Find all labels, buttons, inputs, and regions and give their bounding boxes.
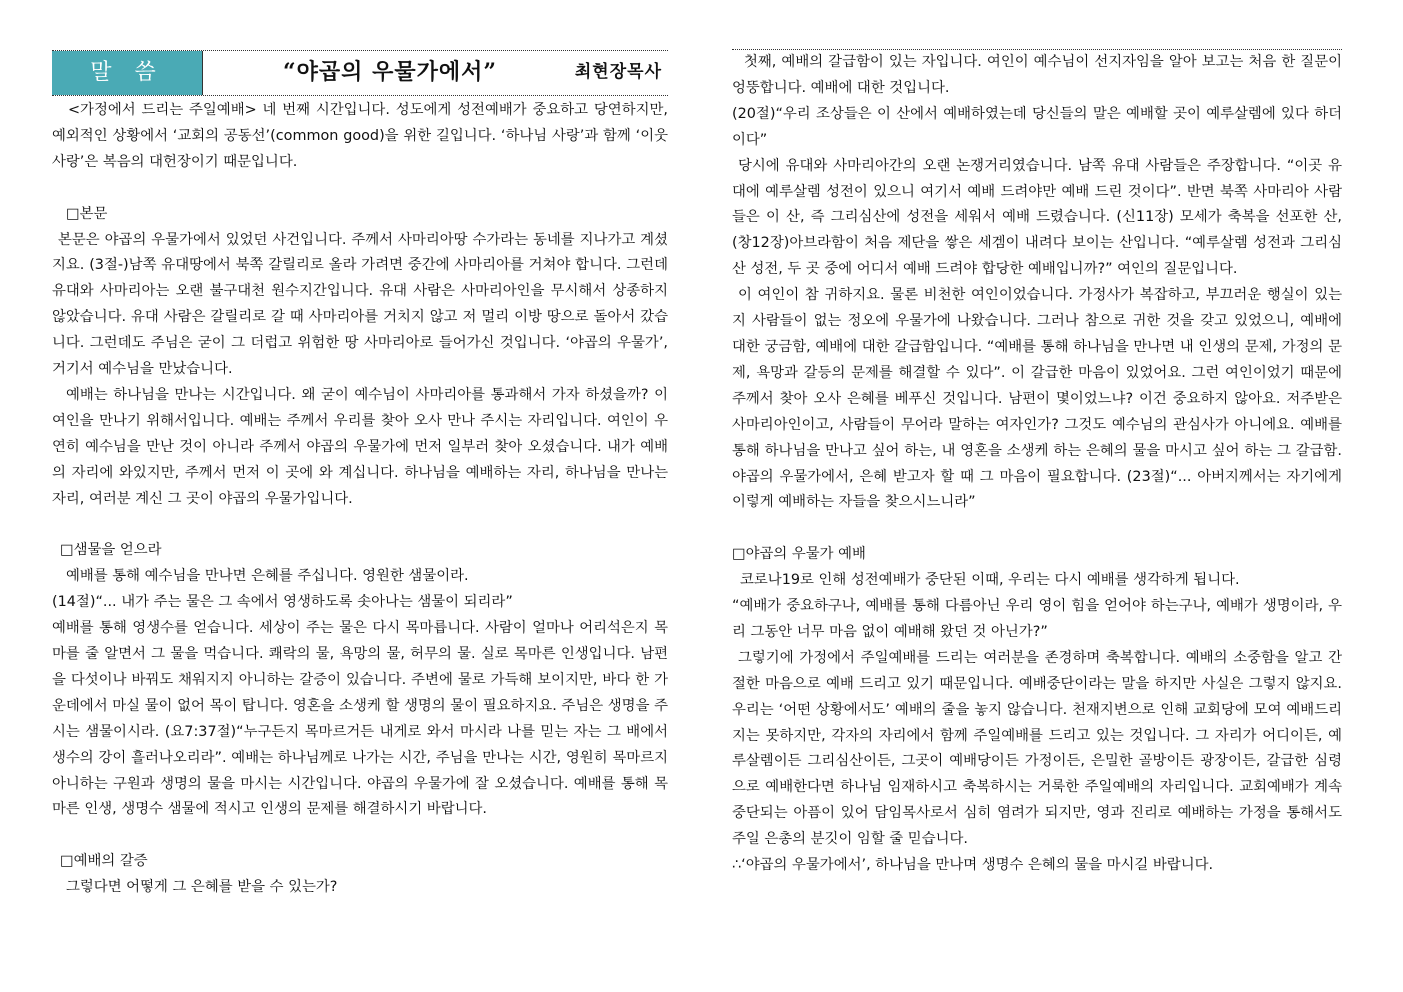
paragraph: 예배를 통해 영생수를 얻습니다. 세상이 주는 물은 다시 목마릅니다. 사람이 얼마나 어리석은지 목마를 줄 알면서 그 물을 먹습니다. 쾌락의 물, 욕망의 물, 허무의 물. 실로 목마른 인생입니다. 남편을 다섯이나 바꿔도 채워지지 아니하는 갈증이 있습니다. 주변에 물로 가득해 보이지만, 바다 한 가운데에서 마실 물이 없어 목이 탑니다. 영혼을 소생케 할 생명의 물이 필요하지요. 주님은 생명을 주시는 샘물이시라. (요7:37절)“누구든지 목마르거든 내게로 와서 마시라 나를 믿는 자는 그 배에서 생수의 강이 흘러나오리라”. 예배는 하나님께로 나가는 시간, 주님을 만나는 시간, 영원히 목마르지 아니하는 구원과 생명의 물을 마시는 시간입니다. 야곱의 우물가에 잘 오셨습니다. 예배를 통해 목마른 인생, 생명수 샘물에 적시고 인생의 문제를 해결하시기 바랍니다. (52, 620, 668, 818)
section-label: 말 씀 (52, 51, 203, 95)
section-heading-thirst: □예배의 갈증 (60, 853, 148, 870)
verse-quote: (20절)“우리 조상들은 이 산에서 예배하였는데 당신들의 말은 예배할 곳이 예루살렘에 있다 하더이다” (732, 105, 1342, 148)
paragraph: 그렇다면 어떻게 그 은혜를 받을 수 있는가? (66, 879, 338, 896)
paragraph: 코로나19로 인해 성전예배가 중단된 이때, 우리는 다시 예배를 생각하게 됩니다. (740, 572, 1240, 589)
preacher-name: 최현장목사 (574, 62, 662, 83)
verse-quote: (14절)“... 내가 주는 물은 그 속에서 영생하도록 솟아나는 샘물이 되리라” (52, 594, 513, 611)
left-column (52, 50, 668, 901)
paragraph: 이 여인이 참 귀하지요. 물론 비천한 여인이었습니다. 가정사가 복잡하고, 부끄러운 행실이 있는지 사람들이 없는 정오에 우물가에 나왔습니다. 그러나 참으로 귀한 것을 갖고 있었으니, 예배에 대한 궁금함, 예배에 대한 갈급함입니다. “예배를 통해 하나님을 만나면 내 인생의 문제, 가정의 문제, 욕망과 갈등의 문제를 해결할 수 있다”. 이 갈급한 마음이 있었어요. 그런 여인이었기 때문에 주께서 찾아 오사 은혜를 베푸신 것입니다. 남편이 몇이었느냐? 이건 중요하지 않아요. 저주받은 사마리아인이고, 사람들이 무어라 말하는 여자인가? 그것도 예수님의 관심사가 아니에요. 예배를 통해 하나님을 만나고 싶어 하는, 내 영혼을 소생케 하는 은혜의 물을 마시고 싶어 하는 그 갈급함. 야곱의 우물가에서, 은혜 받고자 할 때 그 마음이 필요합니다. (23절)“... 아버지께서는 자기에게 이렇게 예배하는 자들을 찾으시느니라” (732, 287, 1342, 511)
paragraph: 그렇기에 가정에서 주일예배를 드리는 여러분을 존경하며 축복합니다. 예배의 소중함을 알고 간절한 마음으로 예배 드리고 있기 때문입니다. 예배중단이라는 말을 하지만 사실은 그렇지 않지요. 우리는 ‘어떤 상황에서도’ 예배의 줄을 놓지 않습니다. 천재지변으로 인해 교회당에 모여 예배드리지는 못하지만, 각자의 자리에서 함께 주일예배를 드리고 있는 것입니다. 그 자리가 어디이든, 예루살렘이든 그리심산이든, 그곳이 예배당이든 가정이든, 은밀한 골방이든 광장이든, 갈급한 심령으로 예배한다면 하나님 임재하시고 축복하시는 거룩한 주일예배의 자리입니다. 교회예배가 계속 중단되는 아픔이 있어 담임목사로서 심히 염려가 되지만, 영과 진리로 예배하는 가정을 통해서도 주일 은총의 분깃이 임할 줄 믿습니다. (732, 649, 1342, 848)
section-heading-text: □본문 (66, 205, 108, 222)
quote-paragraph: “예배가 중요하구나, 예배를 통해 다름아닌 우리 영이 힘을 얻어야 하는구나, 예배가 생명이라, 우리 그동안 너무 마음 없이 예배해 왔던 것 아닌가?” (732, 598, 1342, 640)
right-column (732, 49, 1342, 879)
spacer (732, 516, 1342, 542)
paragraph: 첫째, 예배의 갈급함이 있는 자입니다. 여인이 예수님이 선지자임을 알아 보고는 처음 한 질문이 엉뚱합니다. 예배에 대한 것입니다. (732, 54, 1342, 96)
spacer (52, 176, 668, 202)
paragraph: 본문은 야곱의 우물가에서 있었던 사건입니다. 주께서 사마리아땅 수가라는 동네를 지나가고 계셨지요. (3절-)남쪽 유대땅에서 북쪽 갈릴리로 올라 가려면 중간에 사마리아를 거쳐야 합니다. 그런데 유대와 사마리아는 오랜 불구대천 원수지간입니다. 유대 사람은 사마리아인을 무시해서 상종하지 않았습니다. 유대 사람은 갈릴리로 갈 때 사마리아를 거치지 않고 저 멀리 이방 땅으로 돌아서 갔습니다. 그런데도 주님은 굳이 그 더럽고 위험한 땅 사마리아로 들어가신 것입니다. ‘야곱의 우물가’, 거기서 예수님을 만났습니다. (52, 231, 668, 378)
spacer (52, 823, 668, 849)
intro-paragraph: <가정에서 드리는 주일예배> 네 번째 시간입니다. 성도에게 성전예배가 중요하고 당연하지만, 예외적인 상황에서 ‘교회의 공동선’(common good)을 위한 길입니다. ‘하나님 사랑’과 함께 ‘이웃 사랑’은 복음의 대헌장이기 때문입니다. (52, 102, 668, 170)
paragraph: 당시에 유대와 사마리아간의 오랜 논쟁거리였습니다. 남쪽 유대 사람들은 주장합니다. “이곳 유대에 예루살렘 성전이 있으니 여기서 예배 드려야만 예배 드린 것이다”. 반면 북쪽 사마리아 사람들은 이 산, 즉 그리심산에 성전을 세워서 예배 드렸습니다. (신11장) 모세가 축복을 선포한 산, (창12장)아브라함이 처음 제단을 쌓은 세겜이 내려다 보이는 산입니다. “예루살렘 성전과 그리심산 성전, 두 곳 중에 어디서 예배 드려야 합당한 예배입니까?” 여인의 질문입니다. (732, 157, 1342, 278)
section-heading-worship: □야곱의 우물가 예배 (732, 546, 866, 563)
paragraph: 예배는 하나님을 만나는 시간입니다. 왜 굳이 예수님이 사마리아를 통과해서 가자 하셨을까? 이 여인을 만나기 위해서입니다. 예배는 주께서 우리를 찾아 오사 만나 주시는 자리입니다. 여인이 우연히 예수님을 만난 것이 아니라 주께서 야곱의 우물가에 먼저 일부러 찾아 오셨습니다. 내가 예배의 자리에 와있지만, 주께서 먼저 이 곳에 와 계십니다. 하나님을 예배하는 자리, 하나님을 만나는 자리, 여러분 계신 그 곳이 야곱의 우물가입니다. (52, 386, 668, 507)
section-heading-spring: □샘물을 얻으라 (60, 542, 162, 559)
title-area (203, 51, 668, 95)
paragraph: 예배를 통해 예수님을 만나면 은혜를 주십니다. 영원한 샘물이라. (66, 568, 469, 585)
spacer (52, 512, 668, 538)
sermon-title: “야곱의 우물가에서” (283, 59, 497, 86)
sermon-header (52, 50, 668, 96)
closing-line: ∴‘야곱의 우물가에서’, 하나님을 만나며 생명수 은혜의 물을 마시길 바랍니다. (732, 857, 1214, 874)
